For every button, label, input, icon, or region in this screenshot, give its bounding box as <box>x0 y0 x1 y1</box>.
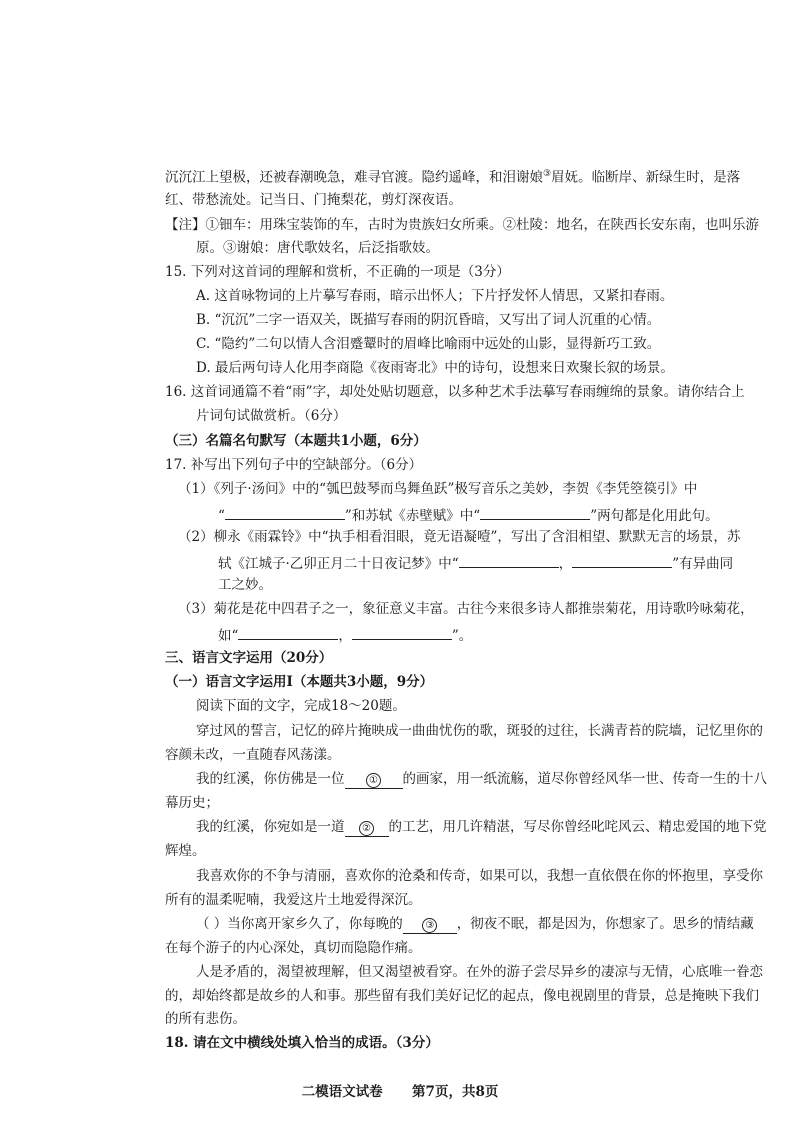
answer-blank[interactable] <box>480 507 590 520</box>
quote-open: “ <box>218 508 225 524</box>
blank-1[interactable] <box>345 773 403 789</box>
q15-option-b: B. “沉沉”二字一语双关，既描写春雨的阴沉昏暗，又写出了词人沉重的心情。 <box>196 312 661 328</box>
blank-3[interactable] <box>403 918 457 934</box>
comma: ， <box>558 556 573 572</box>
q17-part2-line-2 <box>218 555 734 572</box>
q17-part1-line-2 <box>218 507 719 524</box>
passage-p6-line-2: 的，却始终都是故乡的人和事。那些留有我们美好记忆的起点，像电视剧里的背景，总是掩映下我们 <box>165 988 759 1004</box>
passage-text: 我的红溪，你仿佛是一位 <box>196 771 345 787</box>
q17-text: ”两句都是化用此句。 <box>590 508 719 524</box>
passage-text: 我的红溪，你宛如是一道 <box>196 819 345 835</box>
passage-p5-line-1 <box>196 916 754 934</box>
poem-text: 沉沉江上望极，还被春潮晚急，难寻官渡。隐约遥峰，和泪谢娘 <box>165 169 543 186</box>
page-number: 第7页，共8页 <box>412 1084 499 1100</box>
passage-text: ，彻夜不眠，都是因为，你想家了。思乡的情结藏 <box>456 916 754 932</box>
answer-blank[interactable] <box>459 555 559 568</box>
q17-part2-line-3: 工之妙。 <box>218 577 272 593</box>
answer-blank[interactable] <box>352 627 452 640</box>
answer-blank[interactable] <box>238 627 338 640</box>
passage-text: 的工艺，用几许精湛，写尽你曾经叱咤风云、精忠爱国的地下党 <box>388 819 767 835</box>
q15-option-c: C. “隐约”二句以情人含泪蹙颦时的眉峰比喻雨中远处的山影，显得新巧工致。 <box>196 336 661 352</box>
notes-line-1: 【注】①钿车：用珠宝装饰的车，古时为贵族妇女所乘。②杜陵：地名，在陕西长安东南，也叫乐游 <box>165 217 759 233</box>
passage-p3-line-1 <box>196 819 767 837</box>
passage-text: （ ）当你离开家乡久了，你每晚的 <box>196 916 403 932</box>
passage-p1-line-2: 容颜未改，一直随春风荡漾。 <box>165 747 341 763</box>
q15-option-d: D. 最后两句诗人化用李商隐《夜雨寄北》中的诗句，设想来日欢聚长叙的场景。 <box>196 360 674 376</box>
passage-p2-line-2: 幕历史； <box>165 795 219 811</box>
q18-stem: 18. 请在文中横线处填入恰当的成语。（3分） <box>165 1035 439 1051</box>
q17-part2-line-1: （2）柳永《雨霖铃》中“执手相看泪眼，竟无语凝噎”，写出了含泪相望、默默无言的场景，苏 <box>178 529 741 545</box>
passage-text: 的画家，用一纸流觞，道尽你曾经风华一世、传奇一生的十八 <box>402 771 767 787</box>
blank-marker-3: ③ <box>422 918 437 933</box>
passage-p2-line-1 <box>196 771 767 789</box>
q16-line-1: 16. 这首词通篇不着“雨”字，却处处贴切题意，以多种艺术手法摹写春雨缠绵的景象。请你结合上 <box>165 384 745 400</box>
poem-line-1 <box>165 169 741 186</box>
q17-text: ”有异曲同 <box>672 556 734 572</box>
q15-option-a: A. 这首咏物词的上片摹写春雨，暗示出怀人；下片抒发怀人情思，又紧扣春雨。 <box>196 288 674 304</box>
q17-part3-line-2 <box>218 627 670 644</box>
poem-line-2: 红、带愁流处。记当日、门掩梨花，剪灯深夜语。 <box>165 192 462 208</box>
blank-marker-1: ① <box>366 773 381 788</box>
passage-p6-line-3: 的所有悲伤。 <box>165 1011 246 1027</box>
q17-part3-line-1: （3）菊花是花中四君子之一，象征意义丰富。古往今来很多诗人都推崇菊花，用诗歌吟咏菊花， <box>178 601 754 617</box>
passage-p4-line-2: 所有的温柔呢喃，我爱这片土地爱得深沉。 <box>165 892 422 908</box>
comma: ， <box>338 628 352 644</box>
q17-part1-line-1: （1）《列子·汤问》中的“瓠巴鼓琴而鸟舞鱼跃”极写音乐之美妙，李贺《李凭箜篌引》中 <box>178 481 698 497</box>
q17-text: 轼《江城子·乙卯正月二十日夜记梦》中“ <box>218 556 459 572</box>
section-heading-mingpian: （三）名篇名句默写（本题共1小题，6分） <box>165 433 427 449</box>
passage-p4-line-1: 我喜欢你的不争与清丽，喜欢你的沧桑和传奇，如果可以，我想一直依偎在你的怀抱里，享受你 <box>196 868 763 884</box>
footnote-mark: ③ <box>543 169 552 179</box>
exam-name: 二模语文试卷 <box>301 1084 383 1100</box>
q17-text: 如“ <box>218 628 239 644</box>
page-footer <box>0 1086 800 1100</box>
section-heading-3-1: （一）语言文字运用Ⅰ（本题共3小题，9分） <box>165 674 434 690</box>
q16-line-2: 片词句试做赏析。（6分） <box>196 408 347 424</box>
answer-blank[interactable] <box>572 555 672 568</box>
answer-blank[interactable] <box>225 507 345 520</box>
notes-line-2: 原。③谢娘：唐代歌妓名，后泛指歌妓。 <box>196 240 439 256</box>
passage-p5-line-2: 在每个游子的内心深处，真切而隐隐作痛。 <box>165 940 422 956</box>
blank-marker-2: ② <box>359 821 374 836</box>
reading-instructions: 阅读下面的文字，完成18～20题。 <box>196 698 406 714</box>
passage-p6-line-1: 人是矛盾的，渴望被理解，但又渴望被看穿。在外的游子尝尽异乡的凄凉与无情，心底唯一眷恋 <box>196 964 763 980</box>
passage-p1-line-1: 穿过风的誓言，记忆的碎片掩映成一曲曲忧伤的歌，斑驳的过往，长满青苔的院墙，记忆里你的 <box>196 723 763 739</box>
passage-p3-line-2: 辉煌。 <box>165 843 206 859</box>
q17-text: ”和苏轼《赤壁赋》中“ <box>344 508 481 524</box>
poem-text: 眉妩。临断岸、新绿生时，是落 <box>551 169 741 186</box>
blank-2[interactable] <box>345 821 389 837</box>
section-heading-3: 三、语言文字运用（20分） <box>165 650 333 666</box>
q17-stem: 17. 补写出下列句子中的空缺部分。（6分） <box>165 457 423 473</box>
q17-text: ”。 <box>451 628 473 644</box>
q15-stem: 15. 下列对这首词的理解和赏析，不正确的一项是（3分） <box>165 264 510 280</box>
